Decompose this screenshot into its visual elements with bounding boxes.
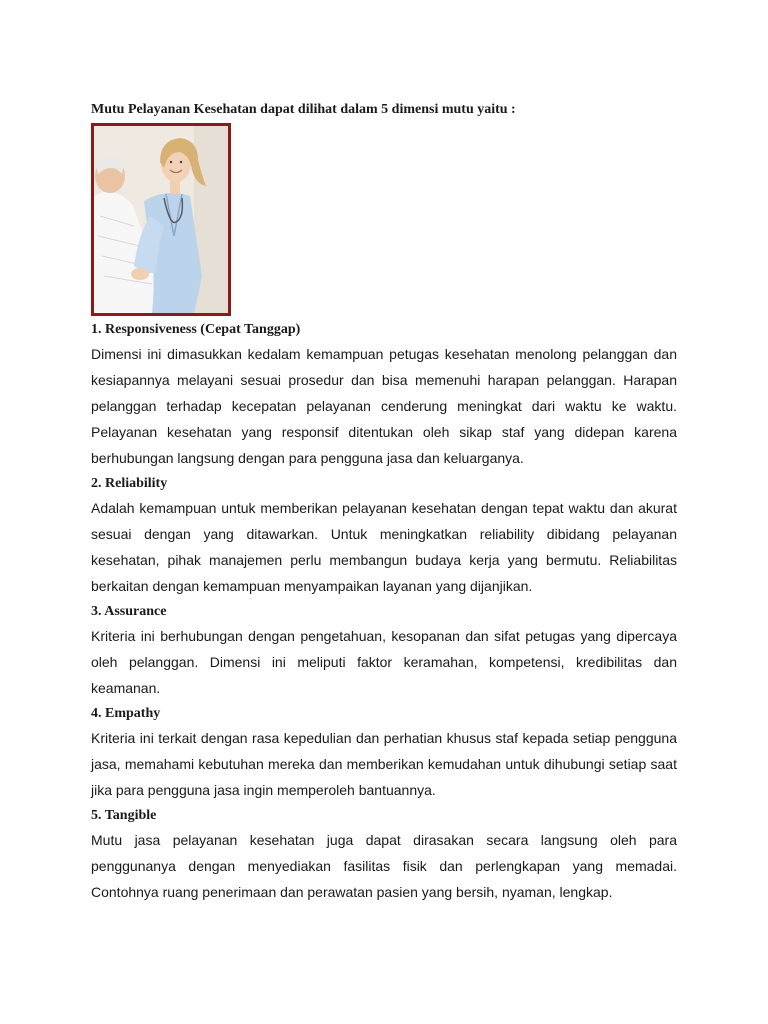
section-body: Dimensi ini dimasukkan kedalam kemampuan petugas kesehatan menolong pelanggan dan kesiapannya melayani sesuai prosedur dan bisa memenuhi harapan pelanggan. Harapan pelanggan terhadap kecepatan pelayanan cenderung meningkat dari waktu ke waktu. Pelayanan kesehatan yang responsif ditentukan oleh sikap staf yang didepan karena berhubungan langsung dengan para pengguna jasa dan keluarganya. — [91, 346, 677, 466]
nurse-patient-illustration — [94, 126, 228, 313]
intro-heading: Mutu Pelayanan Kesehatan dapat dilihat dalam 5 dimensi mutu yaitu : — [91, 102, 516, 117]
section-title: 5. Tangible — [91, 808, 157, 823]
section-body: Mutu jasa pelayanan kesehatan juga dapat dirasakan secara langsung oleh para penggunanya dengan menyediakan fasilitas fisik dan perlengkapan yang memadai. Contohnya ruang penerimaan dan perawatan pasien yang bersih, nyaman, lengkap. — [91, 832, 677, 900]
dimension-section-empathy — [91, 705, 677, 803]
dimension-section-assurance — [91, 603, 677, 701]
dimension-section-responsiveness — [91, 321, 677, 471]
section-body: Adalah kemampuan untuk memberikan pelayanan kesehatan dengan tepat waktu dan akurat sesuai dengan yang ditawarkan. Untuk meningkatkan reliability dibidang pelayanan kesehatan, pihak manajemen perlu membangun budaya kerja yang bermutu. Reliabilitas berkaitan dengan kemampuan menyampaikan layanan yang dijanjikan. — [91, 500, 677, 594]
section-title: 1. Responsiveness (Cepat Tanggap) — [91, 322, 301, 337]
document-page — [91, 101, 677, 905]
dimension-section-tangible — [91, 807, 677, 905]
section-title: 2. Reliability — [91, 476, 168, 491]
section-body: Kriteria ini terkait dengan rasa kepedulian dan perhatian khusus staf kepada setiap pengguna jasa, memahami kebutuhan mereka dan memberikan kemudahan untuk dihubungi setiap saat jika para pengguna jasa ingin memperoleh bantuannya. — [91, 730, 677, 798]
dimension-section-reliability — [91, 475, 677, 599]
section-title: 4. Empathy — [91, 706, 161, 721]
nurse-patient-photo — [91, 123, 231, 316]
section-title: 3. Assurance — [91, 604, 167, 619]
section-body: Kriteria ini berhubungan dengan pengetahuan, kesopanan dan sifat petugas yang dipercaya oleh pelanggan. Dimensi ini meliputi faktor keramahan, kompetensi, kredibilitas dan keamanan. — [91, 628, 677, 696]
